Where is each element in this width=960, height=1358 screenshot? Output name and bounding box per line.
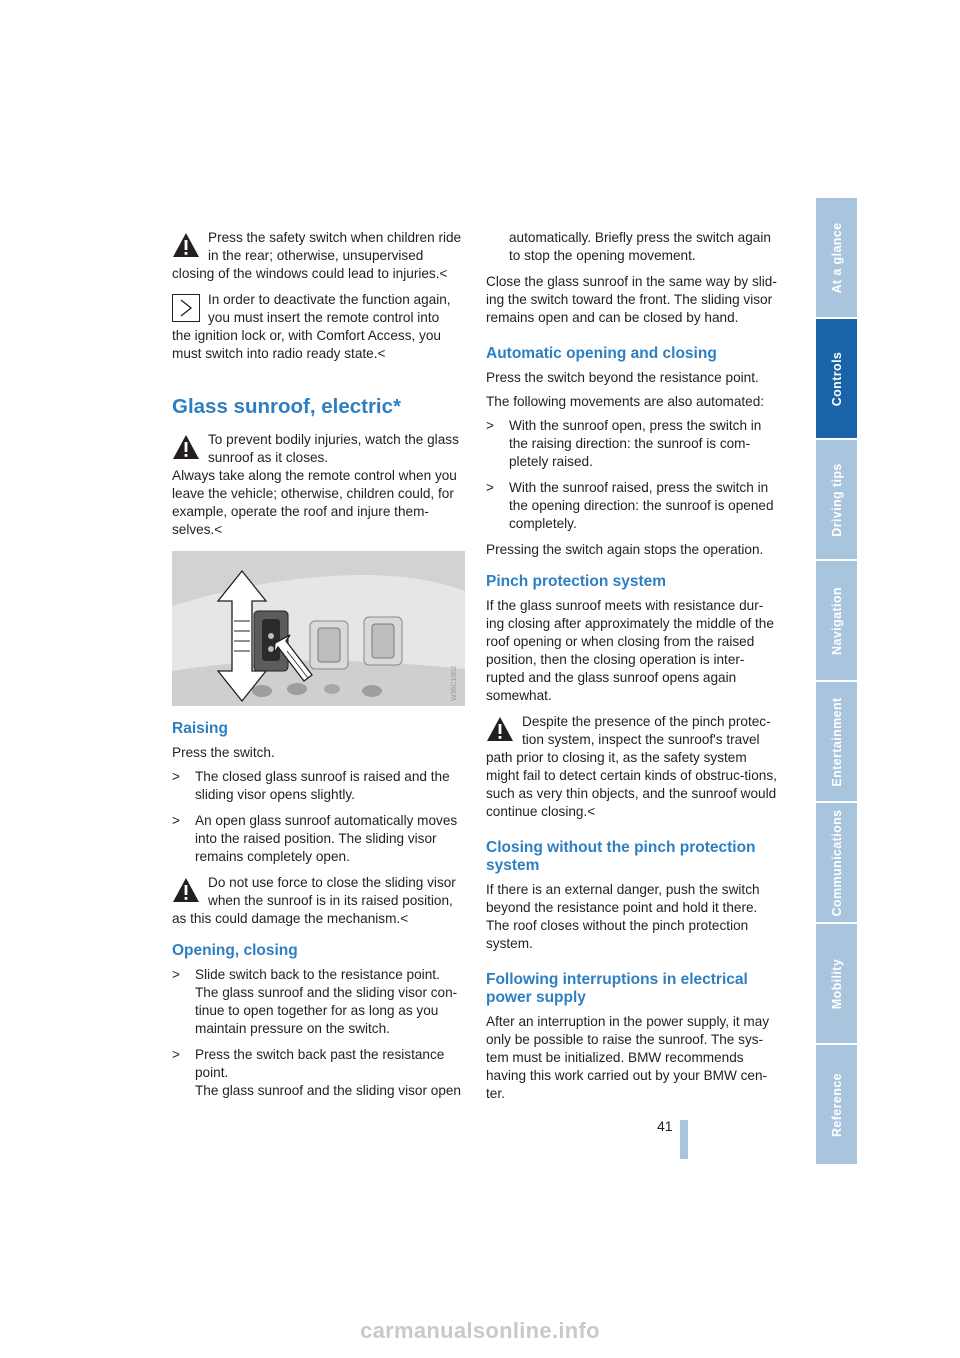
tab-reference[interactable]: Reference — [816, 1045, 857, 1164]
bullet-marker: > — [486, 418, 494, 433]
heading-automatic: Automatic opening and closing — [486, 345, 717, 362]
warning-children-windows: Press the safety switch when children ride in the rear; otherwise, unsupervised closing of the windows could lead to injuries.< — [172, 230, 462, 281]
warning-triangle-icon — [172, 434, 200, 460]
warning-pinch: Despite the presence of the pinch protec-tion system, inspect the sunroof's travel path prior to closing it, as the safety system might fail to detect certain kinds of obstruc-tions, such as very thin objects, and the sunroof would continue closing.< — [486, 714, 777, 819]
tab-navigation[interactable]: Navigation — [816, 561, 857, 680]
heading-raising: Raising — [172, 720, 228, 737]
heading-pinch: Pinch protection system — [486, 573, 667, 590]
tab-communications[interactable]: Communications — [816, 803, 857, 922]
continued-text: automatically. Briefly press the switch again to stop the opening movement. — [509, 230, 771, 263]
auto-p1: Press the switch beyond the resistance point. — [486, 370, 759, 385]
tab-driving-tips[interactable]: Driving tips — [816, 440, 857, 559]
section-title: Glass sunroof, electric* — [172, 395, 402, 418]
bullet-marker: > — [172, 813, 180, 828]
bullet-marker: > — [486, 480, 494, 495]
tab-at-a-glance[interactable]: At a glance — [816, 198, 857, 317]
raising-intro: Press the switch. — [172, 745, 275, 760]
note-arrow-icon — [172, 294, 200, 320]
left-column — [172, 229, 466, 1108]
interruptions-paragraph: After an interruption in the power supply, it may only be possible to raise the sunroof. The sys-tem must be initialized. BMW recommends having this work carried out by your BMW cen-ter. — [486, 1014, 770, 1101]
warning-sliding-visor: Do not use force to close the sliding visor when the sunroof is in its raised position, as this could damage the mechanism.< — [172, 875, 456, 926]
warning-bodily-injuries: To prevent bodily injuries, watch the glass sunroof as it closes. Always take along the remote control when you leave the vehicle; otherwise, children could, for example, operate the roof and injure them-selves.< — [172, 432, 459, 537]
list-item: > With the sunroof raised, press the switch in the opening direction: the sunroof is opened completely. — [486, 480, 774, 531]
list-item: > Press the switch back past the resistance point. The glass sunroof and the sliding visor open — [172, 1047, 461, 1098]
pinch-paragraph: If the glass sunroof meets with resistance dur-ing closing after approximately the middle of the roof opening or when closing from the raised position, then the closing operation is inter-rupted and the glass sunroof opens again somewhat. — [486, 598, 774, 703]
heading-interruptions: Following interruptions in electrical power supply — [486, 971, 748, 1006]
chapter-tabs — [816, 198, 857, 1166]
auto-p2: The following movements are also automated: — [486, 394, 765, 409]
list-item: > Slide switch back to the resistance point. The glass sunroof and the sliding visor con-tinue to open together for as long as you maintain pressure on the switch. — [172, 967, 458, 1036]
watermark: carmanualsonline.info — [360, 1318, 600, 1343]
sunroof-switch-illustration — [172, 551, 465, 706]
note-deactivate-function: In order to deactivate the function again, you must insert the remote control into the ignition lock or, with Comfort Access, you must switch into radio ready state.< — [172, 292, 451, 361]
bullet-marker: > — [172, 967, 180, 982]
no-pinch-paragraph: If there is an external danger, push the switch beyond the resistance point and hold it there. The roof closes without the pinch protection system. — [486, 882, 760, 951]
figure-code: W36C1002 — [451, 665, 458, 701]
tab-entertainment[interactable]: Entertainment — [816, 682, 857, 801]
page-number: 41 — [657, 1118, 673, 1134]
warning-triangle-icon — [172, 877, 200, 903]
list-item: > An open glass sunroof automatically moves into the raised position. The sliding visor remains completely open. — [172, 813, 458, 864]
warning-triangle-icon — [486, 716, 514, 742]
tab-controls[interactable]: Controls — [816, 319, 857, 438]
heading-no-pinch: Closing without the pinch protection system — [486, 839, 756, 874]
warning-triangle-icon — [172, 232, 200, 258]
list-item: > With the sunroof open, press the switch in the raising direction: the sunroof is com-pletely raised. — [486, 418, 762, 469]
list-item: > The closed glass sunroof is raised and the sliding visor opens slightly. — [172, 769, 450, 802]
opening-list — [172, 966, 466, 1100]
bullet-marker: > — [172, 769, 180, 784]
raising-list — [172, 768, 466, 866]
automatic-list — [486, 417, 780, 533]
bullet-marker: > — [172, 1047, 180, 1062]
page-number-bar — [680, 1120, 688, 1159]
heading-opening-closing: Opening, closing — [172, 942, 298, 959]
tab-mobility[interactable]: Mobility — [816, 924, 857, 1043]
auto-p3: Pressing the switch again stops the operation. — [486, 542, 764, 557]
right-column — [486, 229, 780, 1111]
close-paragraph: Close the glass sunroof in the same way by slid-ing the switch toward the front. The sliding visor remains open and can be closed by hand. — [486, 274, 777, 325]
